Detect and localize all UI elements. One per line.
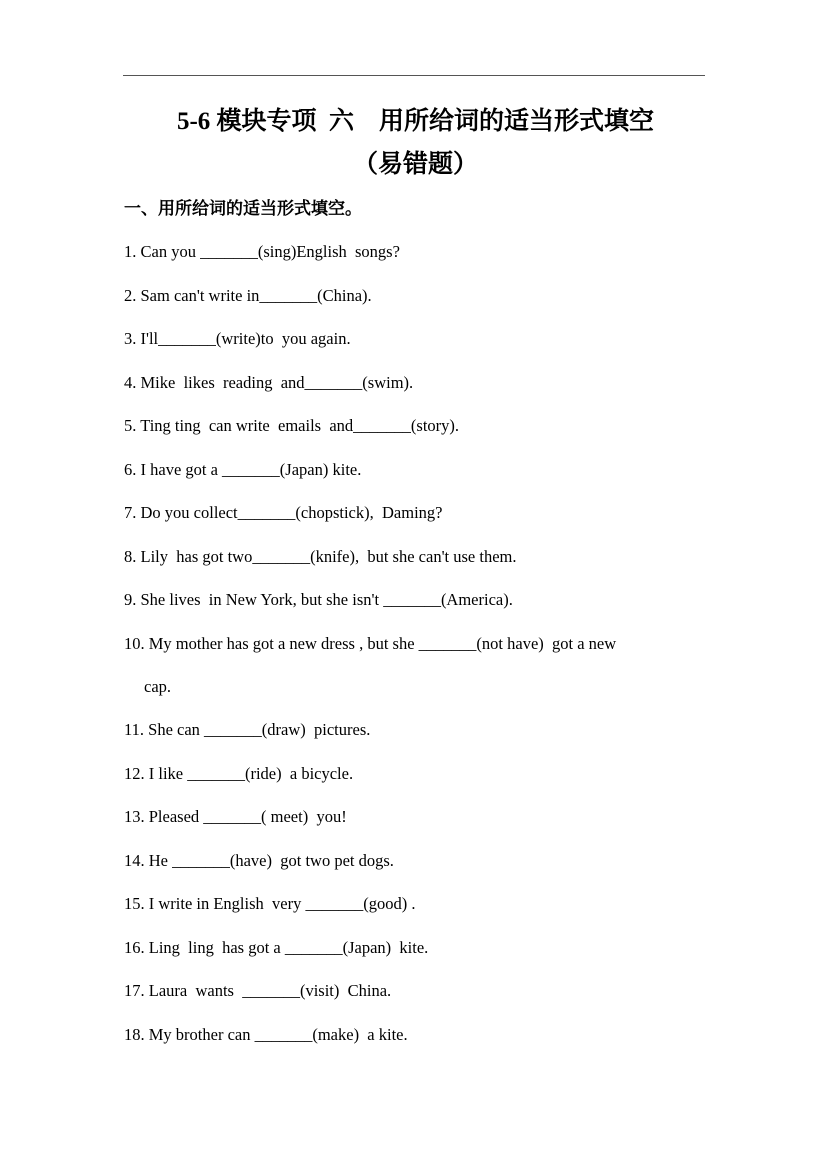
question-4: 4. Mike likes reading and_______(swim).: [124, 372, 414, 392]
question-5: 5. Ting ting can write emails and_______(story).: [124, 416, 460, 435]
question-2: 2. Sam can't write in_______(China).: [124, 285, 372, 305]
question-9: 9. She lives in New York, but she isn't _______(America).: [124, 590, 513, 609]
question-8: 8. Lily has got two_______(knife), but she can't use them.: [124, 546, 517, 566]
section-heading: 一、用所给词的适当形式填空。: [124, 199, 362, 218]
question-list: [124, 240, 714, 1066]
question-10: [124, 622, 714, 709]
question-10-line-1: 10. My mother has got a new dress , but she _______(not have) got a new: [124, 633, 617, 653]
question-12: 12. I like _______(ride) a bicycle.: [124, 763, 354, 783]
question-17: 17. Laura wants _______(visit) China.: [124, 981, 392, 1000]
question-13: 13. Pleased _______( meet) you!: [124, 807, 347, 826]
question-16: 16. Ling ling has got a _______(Japan) kite.: [124, 937, 429, 957]
question-11: 11. She can _______(draw) pictures.: [124, 720, 371, 739]
question-15: 15. I write in English very _______(good) .: [124, 894, 416, 913]
question-3: 3. I'll_______(write)to you again.: [124, 329, 351, 348]
header-rule: [123, 75, 705, 76]
page-title: 5-6 模块专项 六 用所给词的适当形式填空: [176, 108, 655, 135]
question-14: 14. He _______(have) got two pet dogs.: [124, 850, 394, 870]
page-subtitle: （易错题）: [352, 151, 478, 178]
question-1: 1. Can you _______(sing)English songs?: [124, 242, 400, 261]
question-10-line-2: cap.: [144, 677, 172, 696]
question-18: 18. My brother can _______(make) a kite.: [124, 1024, 408, 1044]
question-6: 6. I have got a _______(Japan) kite.: [124, 459, 362, 479]
question-7: 7. Do you collect_______(chopstick), Daming?: [124, 503, 443, 522]
